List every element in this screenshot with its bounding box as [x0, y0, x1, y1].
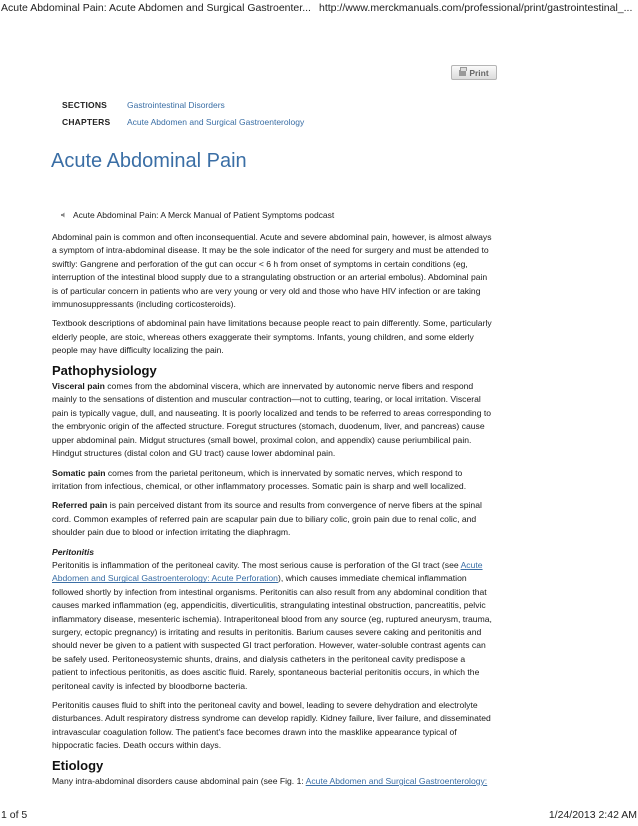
etiology-link[interactable]: Acute Abdomen and Surgical Gastroenterology:	[305, 776, 488, 787]
page-title: Acute Abdominal Pain	[51, 150, 247, 172]
pathophysiology-heading: Pathophysiology	[52, 362, 157, 378]
somatic-pain-term: Somatic pain	[52, 467, 106, 478]
intro-paragraph-2: Textbook descriptions of abdominal pain have limitations because people react to pain differently. Some, particularly elderly people, are stoic, whereas others exaggerate their symptoms. Infants, young children, and some elderly people may have difficulty localizing the pain.	[52, 318, 492, 356]
peritonitis-text-a: Peritonitis is inflammation of the peritoneal cavity. The most serious cause is perforation of the GI tract (see	[52, 559, 461, 570]
podcast-label: Acute Abdominal Pain: A Merck Manual of Patient Symptoms podcast	[73, 210, 335, 220]
sections-link[interactable]: Gastrointestinal Disorders	[127, 99, 225, 110]
peritonitis-paragraph-1	[52, 559, 492, 693]
visceral-pain-paragraph	[52, 380, 492, 460]
peritonitis-subheading: Peritonitis	[52, 546, 95, 557]
chapters-label: CHAPTERS	[62, 116, 111, 127]
document-title: Acute Abdominal Pain: Acute Abdomen and Surgical Gastroenter...	[1, 2, 311, 14]
peritonitis-text-b: ), which causes immediate chemical inflammation followed shortly by infection from intestinal organisms. Peritonitis can also result from any abdominal condition that causes marked inflammation (eg, appendicitis, diverticulitis, strangulating intestinal obstruction, pancreatitis, pelvic inflammatory disease, mesenteric ischemia). Intraperitoneal blood from any source (eg, ruptured aneurysm, trauma, surgery, ectopic pregnancy) is irritating and results in peritonitis. Barium causes severe caking and peritonitis and should never be given to a patient with suspected GI tract perforation. However, water-soluble contrast agents can be safely used. Peritoneosystemic shunts, drains, and dialysis catheters in the peritoneal cavity predispose a patient to infectious peritonitis, as does ascitic fluid. Rarely, spontaneous bacterial peritonitis occurs, in which the peritoneal cavity is infected by bloodborne bacteria.	[52, 573, 492, 691]
chapters-link[interactable]: Acute Abdomen and Surgical Gastroenterology	[127, 116, 305, 127]
print-datetime: 1/24/2013 2:42 AM	[548, 809, 637, 821]
somatic-pain-text: comes from the parietal peritoneum, which is innervated by somatic nerves, which respond to irritation from infectious, chemical, or other inflammatory processes. Somatic pain is sharp and well localized.	[52, 467, 467, 491]
visceral-pain-term: Visceral pain	[52, 381, 105, 392]
acute-perforation-link[interactable]: Acute Abdomen and Surgical Gastroenterology: Acute Perforation	[52, 559, 483, 584]
article-body	[52, 231, 492, 794]
document-url: http://www.merckmanuals.com/professional/print/gastrointestinal_...	[319, 2, 633, 14]
print-button-label: Print	[469, 67, 489, 78]
intro-paragraph-1: Abdominal pain is common and often inconsequential. Acute and severe abdominal pain, however, is almost always a symptom of intra-abdominal disease. It may be the sole indicator of the need for surgery and must be attended to swiftly: Gangrene and perforation of the gut can occur < 6 h from onset of symptoms in certain conditions (eg, interruption of the intestinal blood supply due to a strangulating obstruction or an arterial embolus). Abdominal pain is of particular concern in patients who are very young or very old and those who have HIV infection or are taking immunosuppressants (including corticosteroids).	[52, 232, 492, 310]
speaker-icon	[61, 212, 67, 218]
referred-pain-text: is pain perceived distant from its source and results from convergence of nerve fibers at the spinal cord. Common examples of referred pain are scapular pain due to biliary colic, groin pain due to renal colic, and shoulder pain due to blood or infection irritating the diaphragm.	[52, 500, 482, 538]
etiology-heading: Etiology	[52, 757, 104, 773]
browser-print-header	[1, 2, 638, 16]
referred-pain-paragraph	[52, 499, 492, 539]
breadcrumb-nav	[62, 96, 304, 130]
peritonitis-paragraph-2: Peritonitis causes fluid to shift into the peritoneal cavity and bowel, leading to severe dehydration and electrolyte disturbances. Adult respiratory distress syndrome can develop rapidly. Kidney failure, liver failure, and disseminated intravascular coagulation follow. The patient's face becomes drawn into the masklike appearance typical of hippocratic facies. Death occurs within days.	[52, 700, 491, 751]
page-number: 1 of 5	[1, 809, 28, 821]
referred-pain-term: Referred pain	[52, 500, 108, 511]
etiology-paragraph	[52, 775, 492, 788]
sections-label: SECTIONS	[62, 99, 108, 110]
somatic-pain-paragraph	[52, 467, 492, 494]
print-button[interactable]	[451, 65, 497, 80]
podcast-link[interactable]	[61, 210, 334, 220]
etiology-text: Many intra-abdominal disorders cause abdominal pain (see Fig. 1:	[52, 776, 306, 787]
printer-icon	[459, 70, 466, 76]
visceral-pain-text: comes from the abdominal viscera, which are innervated by autonomic nerve fibers and respond mainly to the sensations of distention and muscular contraction—not to cutting, tearing, or local irritation. Visceral pain is typically vague, dull, and nauseating. It is poorly localized and tends to be referred to areas corresponding to the embryonic origin of the affected structure. Foregut structures (stomach, duodenum, liver, and pancreas) cause upper abdominal pain. Midgut structures (small bowel, proximal colon, and appendix) cause periumbilical pain. Hindgut structures (distal colon and GU tract) cause lower abdominal pain.	[52, 381, 492, 459]
